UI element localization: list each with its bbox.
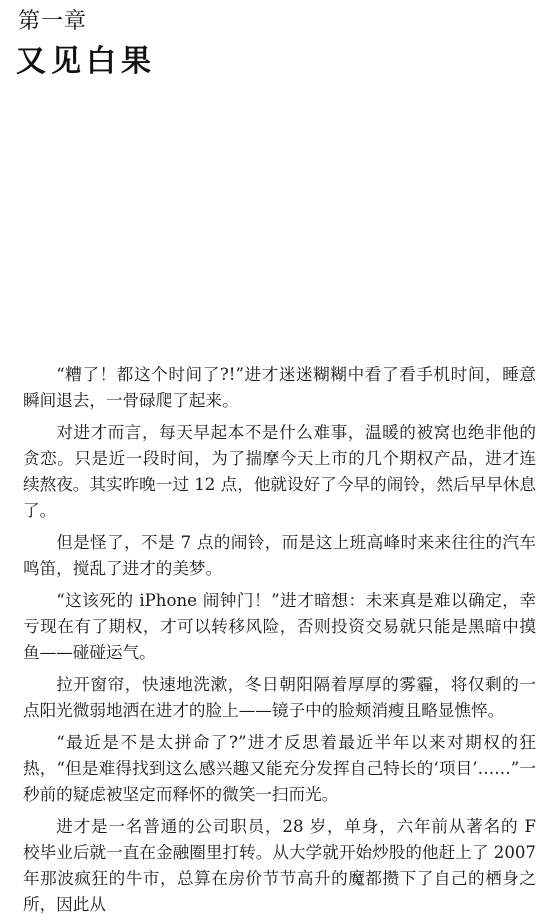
paragraph: “这该死的 iPhone 闹钟门！”进才暗想：未来真是难以确定，幸亏现在有了期权，才可以转移风险，否则投资交易就只能是黑暗中摸鱼——碰碰运气。: [23, 591, 536, 662]
paragraph: “糟了！都这个时间了?!”进才迷迷糊糊中看了看手机时间，睡意瞬间退去，一骨碌爬了起来。: [23, 365, 536, 410]
paragraph: 对进才而言，每天早起本不是什么难事，温暖的被窝也绝非他的贪恋。只是近一段时间，为了揣摩今天上市的几个期权产品，进才连续熬夜。其实昨晚一过 12 点，他就设好了今早的闹铃，然后早早休息了。: [23, 423, 536, 520]
paragraph: 进才是一名普通的公司职员，28 岁，单身，六年前从著名的 F 校毕业后就一直在金融圈里打转。从大学就开始炒股的他赶上了 2007 年那波疯狂的牛市，总算在房价节节高升的魔都攒下了自己的栖身之所，因此从: [23, 817, 536, 914]
body-text: [23, 362, 536, 924]
chapter-number: 第一章: [18, 9, 88, 34]
paragraph: 但是怪了，不是 7 点的闹铃，而是这上班高峰时来来往往的汽车鸣笛，搅乱了进才的美梦。: [23, 533, 536, 578]
paragraph: 拉开窗帘，快速地洗漱，冬日朝阳隔着厚厚的雾霾，将仅剩的一点阳光微弱地洒在进才的脸上——镜子中的脸颊消瘦且略显憔悴。: [23, 675, 536, 720]
paragraph: “最近是不是太拼命了?”进才反思着最近半年以来对期权的狂热，“但是难得找到这么感兴趣又能充分发挥自己特长的‘项目’……”一秒前的疑虑被坚定而释怀的微笑一扫而光。: [23, 733, 536, 804]
chapter-title: 又见白果: [16, 44, 156, 79]
